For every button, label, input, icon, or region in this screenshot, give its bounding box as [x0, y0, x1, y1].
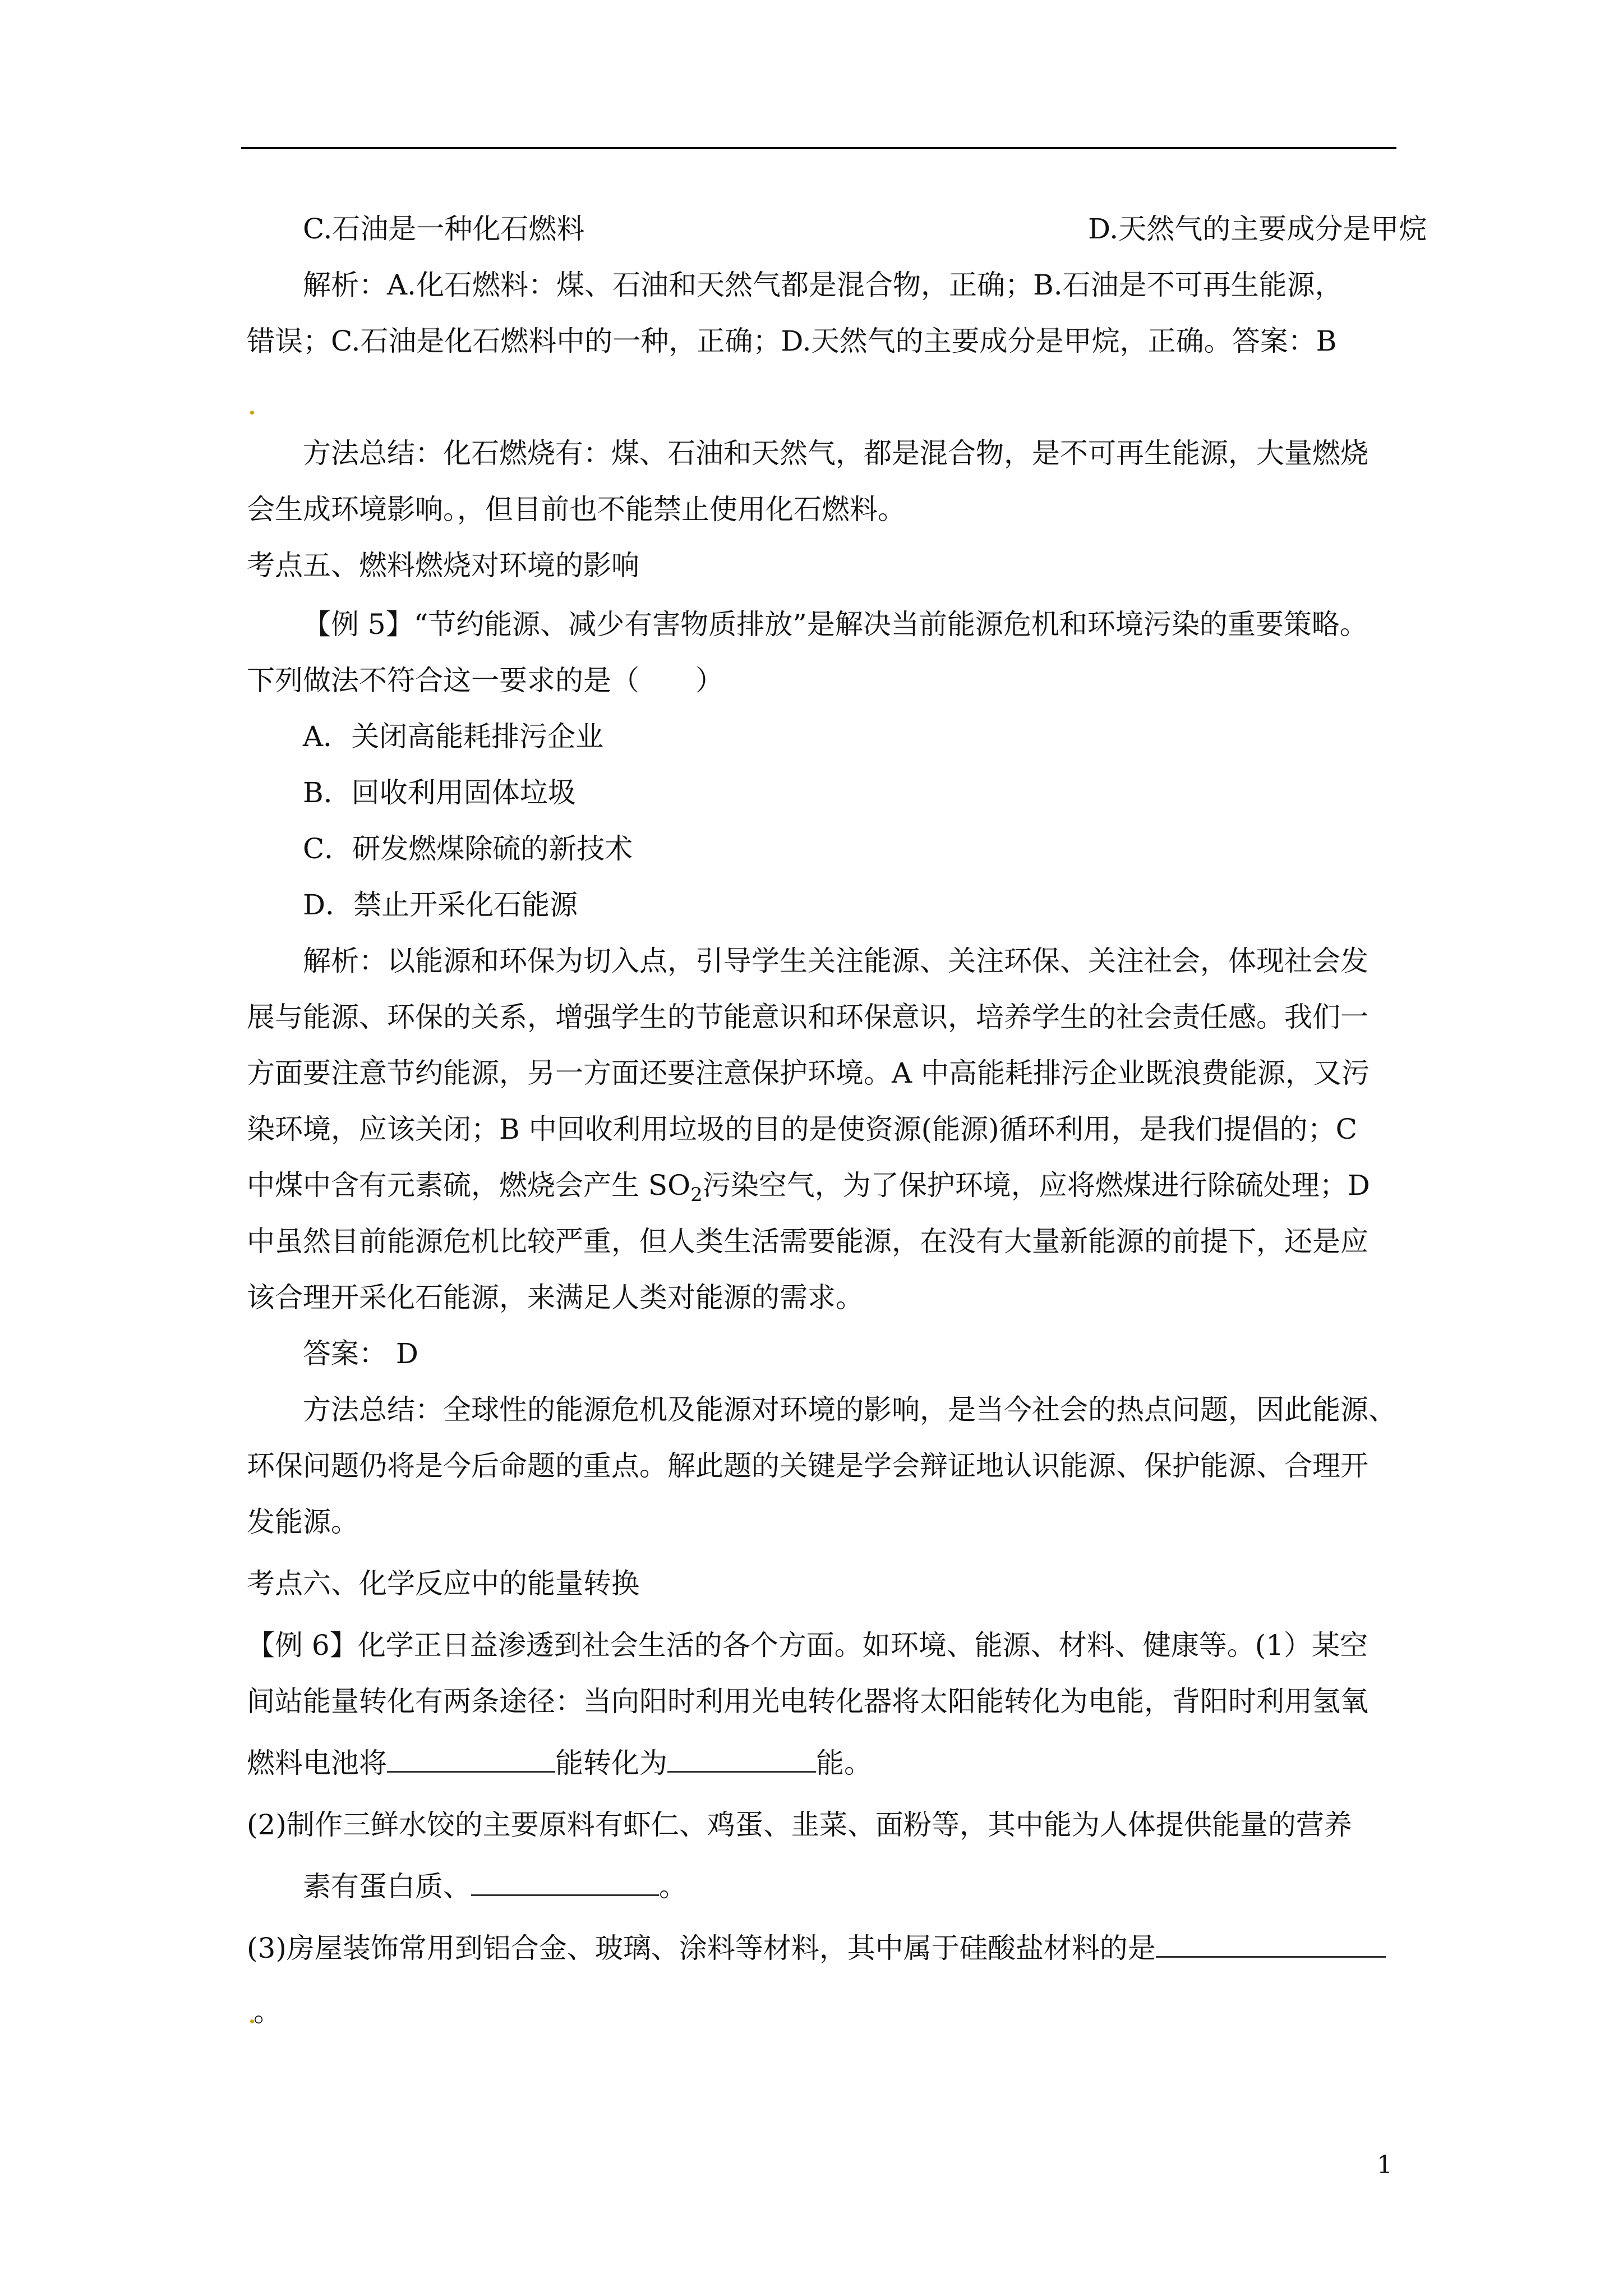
example-6-line-1: 【例 6】化学正日益渗透到社会生活的各个方面。如环境、能源、材料、健康等。(1）某空	[247, 1629, 1368, 1662]
analysis-5-line-2: 展与能源、环保的关系，增强学生的节能意识和环保意识，培养学生的社会责任感。我们一	[247, 1001, 1368, 1033]
answer-blank-1[interactable]	[387, 1749, 555, 1773]
section-heading-5: 考点五、燃料燃烧对环境的影响	[247, 549, 639, 582]
header-rule	[241, 147, 1396, 149]
example-5-line-2: 下列做法不符合这一要求的是（ ）	[247, 664, 723, 697]
analysis-5-line-5-start: 中煤中含有元素硫，燃烧会产生 SO	[247, 1169, 691, 1202]
answer-blank-2[interactable]	[667, 1749, 816, 1773]
method-summary-5-line-3: 发能源。	[247, 1506, 359, 1538]
option-row-cd	[303, 212, 1458, 246]
method-summary-5-line-2: 环保问题仍将是今后命题的重点。解此题的关键是学会辩证地认识能源、保护能源、合理开	[247, 1450, 1368, 1482]
stray-mark	[250, 411, 254, 415]
example-5-option-c: C．研发燃煤除硫的新技术	[303, 832, 633, 865]
analysis-5-line-5-end: 污染空气，为了保护环境，应将燃煤进行除硫处理；D	[702, 1169, 1370, 1202]
example-5-line-1: 【例 5】“节约能源、减少有害物质排放”是解决当前能源危机和环境污染的重要策略。	[303, 608, 1368, 641]
answer-blank-4[interactable]	[1156, 1934, 1386, 1958]
answer-blank-3[interactable]	[471, 1872, 659, 1896]
example-6-line-3-end: 能。	[816, 1747, 872, 1779]
section-heading-6: 考点六、化学反应中的能量转换	[247, 1567, 639, 1600]
example-6-line-2: 间站能量转化有两条途径：当向阳时利用光电转化器将太阳能转化为电能，背阳时利用氢氧	[247, 1685, 1368, 1718]
example-6-line-5-start: 素有蛋白质、	[303, 1870, 471, 1903]
example-6-line-6	[247, 1931, 1402, 1965]
example-5-option-a: A．关闭高能耗排污企业	[303, 720, 604, 753]
method-summary-4-line-2: 会生成环境影响。，但目前也不能禁止使用化石燃料。	[247, 493, 906, 526]
example-5-option-d: D．禁止开采化石能源	[303, 889, 578, 921]
method-summary-5-line-1: 方法总结：全球性的能源危机及能源对环境的影响，是当今社会的热点问题，因此能源、	[303, 1393, 1396, 1426]
example-5-option-b: B．回收利用固体垃圾	[303, 776, 576, 809]
example-6-line-5-end: 。	[659, 1870, 687, 1903]
example-6-line-6-start: (3)房屋装饰常用到铝合金、玻璃、涂料等材料，其中属于硅酸盐材料的是	[247, 1932, 1156, 1964]
example-6-line-4: (2)制作三鲜水饺的主要原料有虾仁、鸡蛋、韭菜、面粉等，其中能为人体提供能量的营养	[247, 1809, 1352, 1841]
analysis-4-line-1: 解析：A.化石燃料：煤、石油和天然气都是混合物，正确；B.石油是不可再生能源，	[303, 269, 1343, 301]
analysis-5-line-7: 该合理开采化石能源，来满足人类对能源的需求。	[247, 1281, 864, 1314]
page-number: 1	[1377, 2151, 1393, 2179]
option-d: D.天然气的主要成分是甲烷	[1088, 213, 1427, 245]
analysis-5-line-5	[247, 1168, 1402, 1212]
example-6-line-5	[303, 1870, 1458, 1903]
example-6-line-3-mid: 能转化为	[555, 1747, 667, 1779]
example-6-line-3	[247, 1746, 1402, 1780]
analysis-5-line-1: 解析：以能源和环保为切入点，引导学生关注能源、关注环保、关注社会，体现社会发	[303, 945, 1368, 977]
analysis-5-line-3: 方面要注意节约能源，另一方面还要注意保护环境。A 中高能耗排污企业既浪费能源，又污	[247, 1057, 1370, 1089]
answer-5: 答案： D	[303, 1337, 418, 1370]
example-6-line-7: 。	[253, 1995, 282, 2028]
so2-subscript: 2	[690, 1184, 703, 1206]
example-6-line-3-start: 燃料电池将	[247, 1747, 387, 1779]
method-summary-4-line-1: 方法总结：化石燃烧有：煤、石油和天然气，都是混合物，是不可再生能源，大量燃烧	[303, 437, 1368, 470]
option-c: C.石油是一种化石燃料	[303, 213, 585, 245]
analysis-4-line-2: 错误；C.石油是化石燃料中的一种，正确；D.天然气的主要成分是甲烷，正确。答案：B	[247, 325, 1337, 357]
analysis-5-line-6: 中虽然目前能源危机比较严重，但人类生活需要能源，在没有大量新能源的前提下，还是应	[247, 1225, 1368, 1258]
analysis-5-line-4: 染环境，应该关闭；B 中回收利用垃圾的目的是使资源(能源)循环利用，是我们提倡的；C	[247, 1113, 1357, 1145]
